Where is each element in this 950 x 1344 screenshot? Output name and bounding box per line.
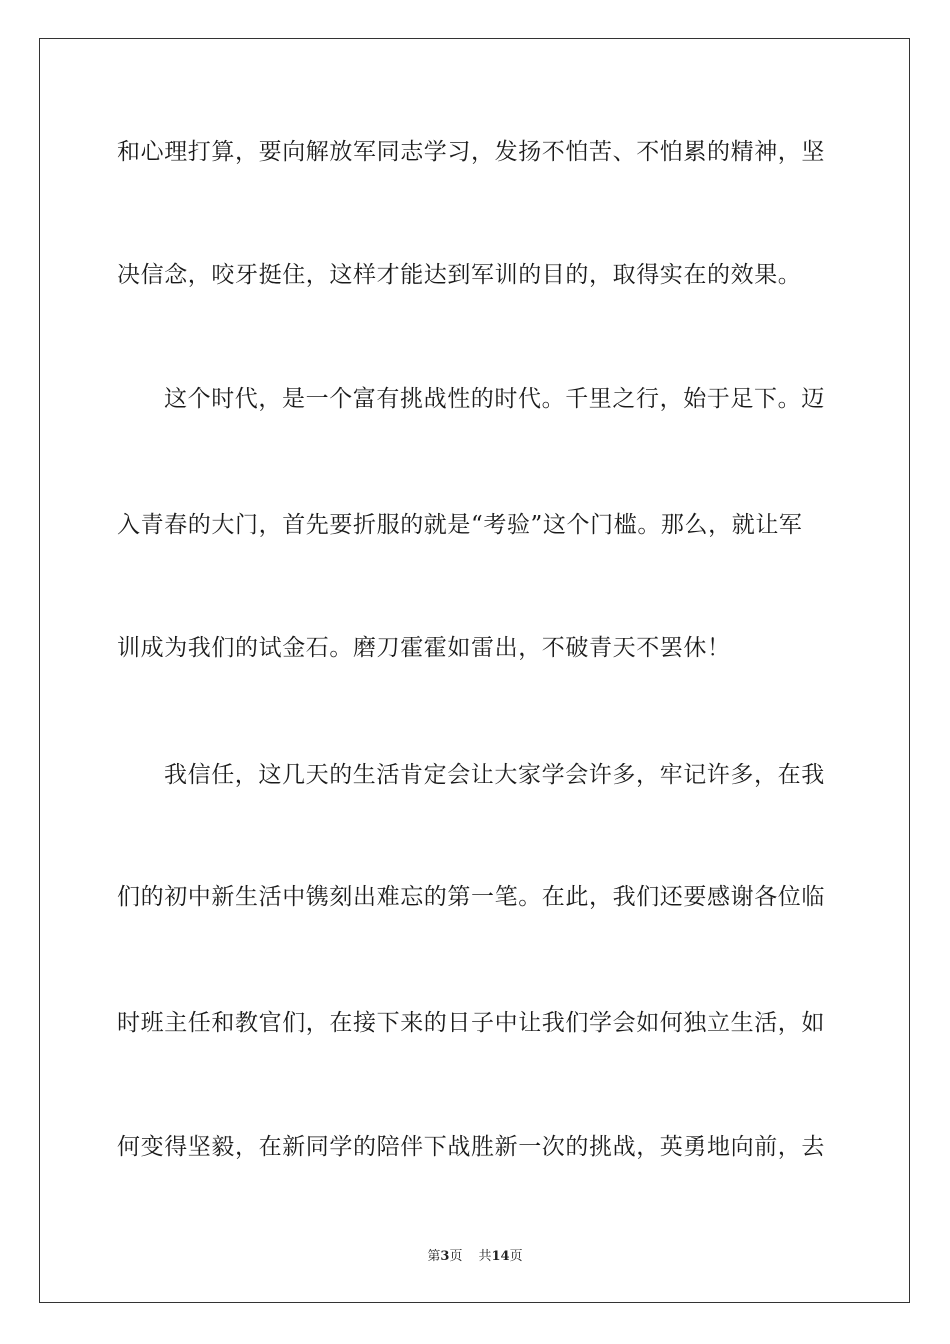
paragraph-line-7: 们的初中新生活中镌刻出难忘的第一笔。在此，我们还要感谢各位临 (117, 884, 825, 910)
paragraph-line-9: 何变得坚毅，在新同学的陪伴下战胜新一次的挑战，英勇地向前，去 (117, 1134, 825, 1160)
paragraph-line-8: 时班主任和教官们，在接下来的日子中让我们学会如何独立生活，如 (117, 1010, 825, 1036)
footer-total-suffix: 页 (509, 1249, 523, 1264)
footer-page-number: 3 (440, 1249, 450, 1264)
paragraph-line-1: 和心理打算，要向解放军同志学习，发扬不怕苦、不怕累的精神，坚 (117, 139, 825, 165)
paragraph-line-4: 入青春的大门，首先要折服的就是“考验”这个门槛。那么，就让军 (117, 512, 803, 538)
footer-page-suffix: 页 (449, 1249, 463, 1264)
paragraph-line-6: 我信任，这几天的生活肯定会让大家学会许多，牢记许多，在我 (164, 762, 825, 788)
footer-total-prefix: 共 (478, 1249, 492, 1264)
paragraph-line-5: 训成为我们的试金石。磨刀霍霍如雷出，不破青天不罢休！ (117, 635, 731, 661)
page-border (39, 38, 910, 1303)
paragraph-line-2: 决信念，咬牙挺住，这样才能达到军训的目的，取得实在的效果。 (117, 262, 802, 288)
page-footer (0, 1248, 950, 1266)
paragraph-line-3: 这个时代，是一个富有挑战性的时代。千里之行，始于足下。迈 (164, 386, 825, 412)
footer-page-prefix: 第 (427, 1249, 441, 1264)
footer-total-pages: 14 (491, 1249, 510, 1264)
